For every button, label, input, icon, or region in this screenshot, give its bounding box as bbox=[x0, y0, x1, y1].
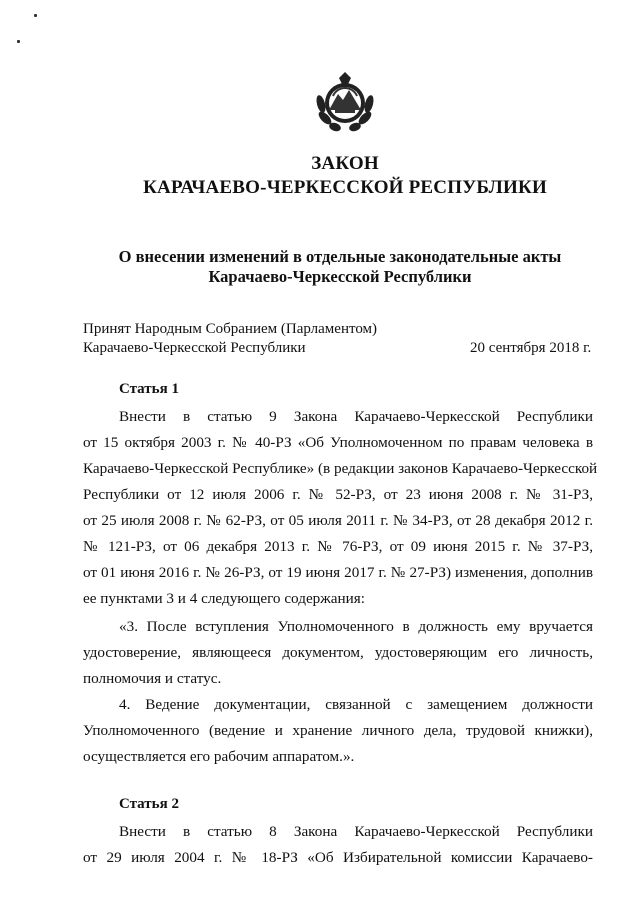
adoption-date: 20 сентября 2018 г. bbox=[470, 340, 592, 356]
article-2-heading: Статья 2 bbox=[119, 796, 179, 812]
quote-point-3-line: полномочия и статус. bbox=[83, 670, 222, 687]
quote-point-3-line: «3. После вступления Уполномоченного в должность ему вручается bbox=[119, 618, 593, 635]
scan-speck bbox=[34, 14, 37, 17]
coat-of-arms-emblem-icon bbox=[313, 70, 377, 134]
article-1-line: № 121-РЗ, от 06 декабря 2013 г. № 76-РЗ, от 09 июня 2015 г. № 37-РЗ, bbox=[83, 538, 593, 555]
quote-point-3-line: удостоверение, являющееся документом, удостоверяющим его личность, bbox=[83, 644, 593, 661]
article-1-line: от 25 июля 2008 г. № 62-РЗ, от 05 июля 2011 г. № 34-РЗ, от 28 декабря 2012 г. bbox=[83, 512, 593, 529]
adoption-line-1: Принят Народным Собранием (Парламентом) bbox=[83, 321, 378, 337]
law-title: ЗАКОН bbox=[311, 153, 379, 174]
quote-point-4-line: осуществляется его рабочим аппаратом.». bbox=[83, 748, 355, 765]
scan-speck bbox=[17, 40, 20, 43]
article-2-line: от 29 июля 2004 г. № 18-РЗ «Об Избирательной комиссии Карачаево- bbox=[83, 849, 593, 866]
law-subtitle-line-2: Карачаево-Черкесской Республики bbox=[208, 267, 472, 286]
adoption-line-2: Карачаево-Черкесской Республики bbox=[83, 340, 306, 356]
article-1-line: от 15 октября 2003 г. № 40-РЗ «Об Уполномоченном по правам человека в bbox=[83, 434, 593, 451]
article-1-line: ее пунктами 3 и 4 следующего содержания: bbox=[83, 590, 365, 607]
law-subtitle-line-1: О внесении изменений в отдельные законодательные акты bbox=[118, 247, 562, 266]
article-1-line: от 01 июня 2016 г. № 26-РЗ, от 19 июня 2017 г. № 27-РЗ) изменения, дополнив bbox=[83, 564, 593, 581]
article-1-line: Республики от 12 июля 2006 г. № 52-РЗ, от 23 июня 2008 г. № 31-РЗ, bbox=[83, 486, 593, 503]
article-1-line: Внести в статью 9 Закона Карачаево-Черкесской Республики bbox=[119, 408, 593, 425]
quote-point-4-line: Уполномоченного (ведение и хранение личного дела, трудовой книжки), bbox=[83, 722, 593, 739]
article-1-heading: Статья 1 bbox=[119, 381, 179, 397]
republic-title: КАРАЧАЕВО-ЧЕРКЕССКОЙ РЕСПУБЛИКИ bbox=[143, 177, 547, 198]
article-1-line: Карачаево-Черкесской Республике» (в редакции законов Карачаево-Черкесской bbox=[83, 460, 598, 477]
quote-point-4-line: 4. Ведение документации, связанной с замещением должности bbox=[119, 696, 593, 713]
article-2-line: Внести в статью 8 Закона Карачаево-Черкесской Республики bbox=[119, 823, 593, 840]
